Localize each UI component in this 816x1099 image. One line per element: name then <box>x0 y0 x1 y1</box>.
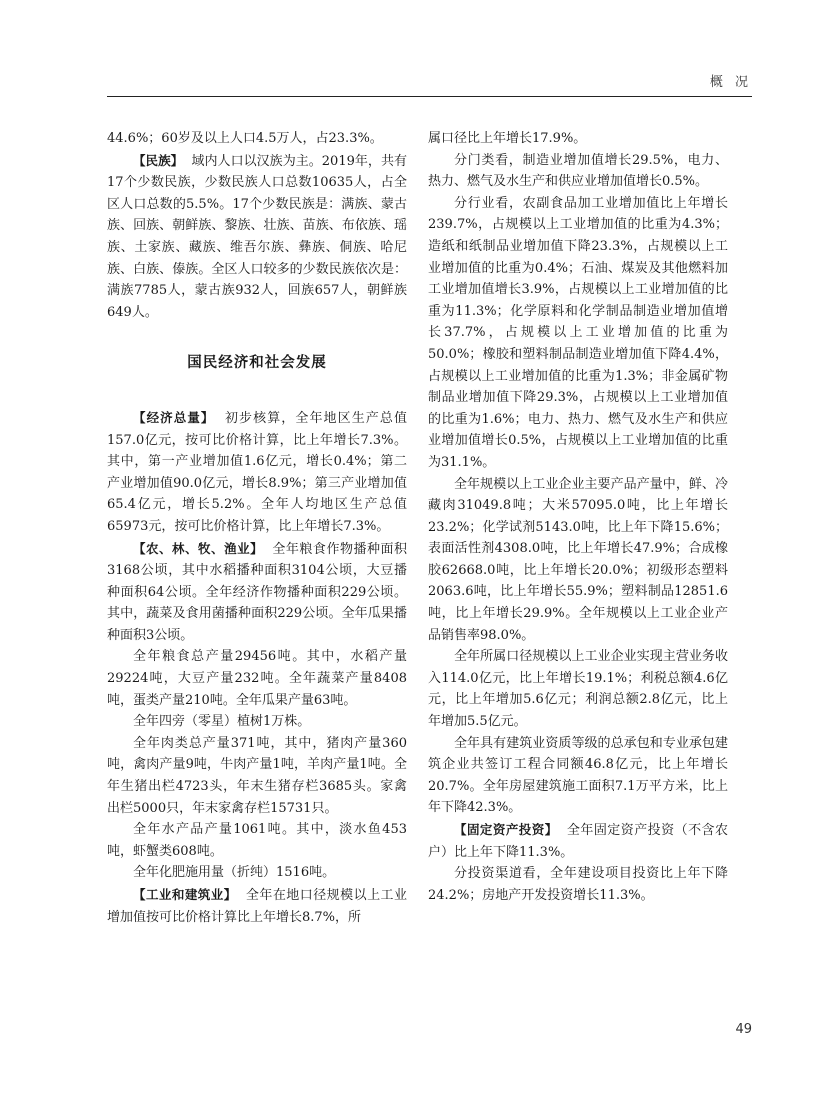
section-title-economy: 国民经济和社会发展 <box>187 355 327 372</box>
agriculture-text: 全年粮食作物播种面积3168公顷，其中水稻播种面积3104公顷，大豆播种面积64公顷。全年经济作物播种面积229公顷。其中，蔬菜及食用菌播种面积229公顷。全年瓜果播种面积3公顷。 <box>107 541 407 643</box>
industry-construction-text: 全年在地口径规模以上工业增加值按可比价格计算比上年增长8.7%，所 <box>107 888 407 925</box>
paragraph-industry-continued: 属口径比上年增长17.9%。 <box>428 131 587 146</box>
paragraph-fertilizer: 全年化肥施用量（折纯）1516吨。 <box>133 865 336 881</box>
tag-agriculture: 【农、林、牧、渔业】 <box>133 540 264 556</box>
fixed-asset-investment-text: 全年固定资产投资（不含农户）比上年下降11.3%。 <box>428 823 728 860</box>
paragraph-ethnic-groups <box>107 150 407 324</box>
tag-fixed-asset-investment: 【固定资产投资】 <box>454 822 558 837</box>
paragraph-revenue: 全年所属口径规模以上工业企业实现主营业务收入114.0亿元，比上年增长19.1%；利税总额4.6亿元，比上年增加5.6亿元；利润总额2.8亿元，比上年增加5.5亿元。 <box>428 649 728 730</box>
paragraph-major-products: 全年规模以上工业企业主要产品产量中，鲜、冷藏肉31049.8吨；大米57095.0吨，比上年增长23.2%；化学试剂5143.0吨，比上年下降15.6%；表面活性剂4308.0吨，比上年增长47.9%；合成橡胶62668.0吨，比上年增长20.0%；初级形态塑料2063.6吨，比上年增长55.9%；塑料制品12851.6吨，比上年增长29.9%。全年规模以上工业企业产品销售率98.0%。 <box>428 476 728 643</box>
paragraph-agriculture <box>107 538 407 647</box>
paragraph-construction: 全年具有建筑业资质等级的总承包和专业承包建筑企业共签订工程合同额46.8亿元，比上年增长20.7%。全年房屋建筑施工面积7.1万平方米，比上年下降42.3%。 <box>428 735 728 816</box>
running-header-section-label: 概 况 <box>709 75 752 90</box>
paragraph-grain-output: 全年粮食总产量29456吨。其中，水稻产量29224吨，大豆产量232吨。全年蔬菜产量8408吨，蛋类产量210吨。全年瓜果产量63吨。 <box>107 649 407 708</box>
paragraph-tree-planting: 全年四旁（零星）植树1万株。 <box>133 714 311 730</box>
left-column <box>107 128 407 928</box>
economic-aggregate-text: 初步核算，全年地区生产总值157.0亿元，按可比价格计算，比上年增长7.3%。其中，第一产业增加值1.6亿元，增长0.4%；第二产业增加值90.0亿元，增长8.9%；第三产业增加值65.4亿元，增长5.2%。全年人均地区生产总值65973元，按可比价格计算，比上年增长7.3%。 <box>107 410 407 534</box>
paragraph-economic-aggregate <box>107 407 407 538</box>
ethnic-groups-text: 域内人口以汉族为主。2019年，共有17个少数民族，少数民族人口总数10635人，占全区人口总数的5.5%。17个少数民族是：满族、蒙古族、回族、朝鲜族、黎族、壮族、苗族、布依族、瑶族、土家族、藏族、维吾尔族、彝族、侗族、哈尼族、白族、傣族。全区人口较多的少数民族依次是：满族7785人，蒙古族932人，回族657人，朝鲜族649人。 <box>107 153 407 320</box>
tag-industry-construction: 【工业和建筑业】 <box>133 887 237 902</box>
paragraph-fixed-asset-investment <box>428 819 728 863</box>
tag-economic-aggregate: 【经济总量】 <box>133 409 215 425</box>
right-column <box>428 128 728 906</box>
paragraph-aquatic-output: 全年水产品产量1061吨。其中，淡水鱼453吨，虾蟹类608吨。 <box>107 822 407 859</box>
page-number: 49 <box>735 1022 752 1037</box>
paragraph-by-sector: 分行业看，农副食品加工业增加值比上年增长239.7%，占规模以上工业增加值的比重为4.3%；造纸和纸制品业增加值下降23.3%，占规模以上工业增加值的比重为0.4%；石油、煤炭及其他燃料加工业增加值增长3.9%，占规模以上工业增加值的比重为11.3%；化学原料和化学制品制造业增加值增长37.7%，占规模以上工业增加值的比重为50.0%；橡胶和塑料制品制造业增加值下降4.4%，占规模以上工业增加值的比重为1.3%；非金属矿物制品业增加值下降29.3%，占规模以上工业增加值的比重为1.6%；电力、热力、燃气及水生产和供应业增加值增长0.5%，占规模以上工业增加值的比重为31.1%。 <box>428 195 728 470</box>
paragraph-industry-construction <box>107 884 407 928</box>
paragraph-meat-output: 全年肉类总产量371吨，其中，猪肉产量360吨，禽肉产量9吨，牛肉产量1吨，羊肉产量1吨。全年生猪出栏4723头，年末生猪存栏3685头。家禽出栏5000只，年末家禽存栏15731只。 <box>107 735 407 816</box>
tag-ethnic-groups: 【民族】 <box>133 152 184 168</box>
paragraph-investment-channels: 分投资渠道看，全年建设项目投资比上年下降24.2%；房地产开发投资增长11.3%。 <box>428 866 728 903</box>
paragraph-age-continued: 44.6%；60岁及以上人口4.5万人，占23.3%。 <box>107 131 383 146</box>
header-rule <box>107 96 752 97</box>
paragraph-by-category: 分门类看，制造业增加值增长29.5%，电力、热力、燃气及水生产和供应业增加值增长0.5%。 <box>428 152 728 190</box>
